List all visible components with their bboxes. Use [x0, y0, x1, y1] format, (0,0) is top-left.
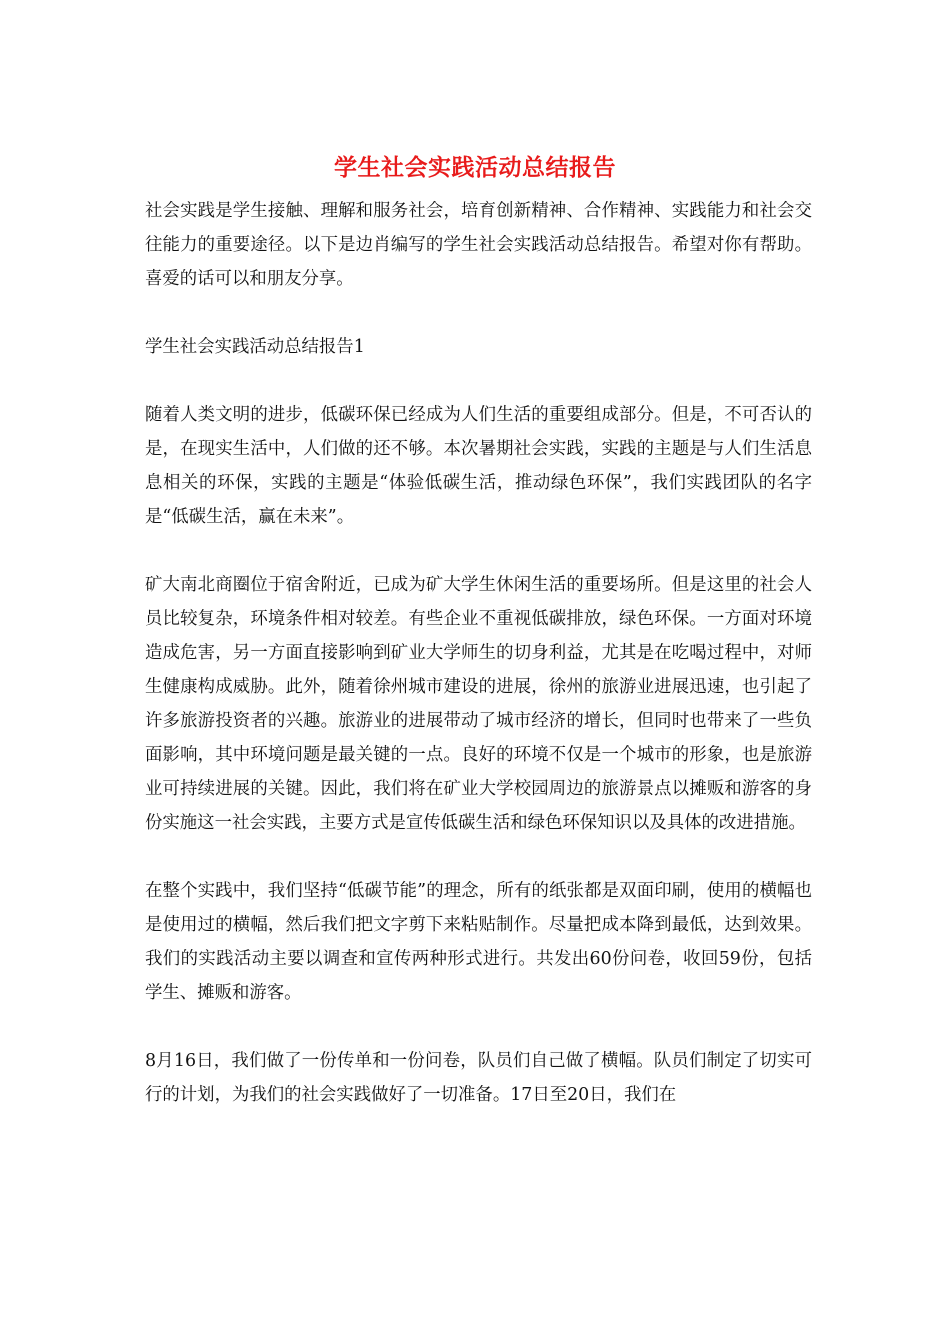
body-paragraph: 在整个实践中，我们坚持“低碳节能”的理念，所有的纸张都是双面印刷，使用的横幅也是使用过的横幅，然后我们把文字剪下来粘贴制作。尽量把成本降到最低，达到效果。我们的实践活动主要以调查和宣传两种形式进行。共发出60份问卷，收回59份，包括学生、摊贩和游客。	[145, 881, 812, 1003]
intro-paragraph: 社会实践是学生接触、理解和服务社会，培育创新精神、合作精神、实践能力和社会交往能力的重要途径。以下是边肖编写的学生社会实践活动总结报告。希望对你有帮助。喜爱的话可以和朋友分享。	[145, 201, 812, 289]
body-paragraph: 8月16日，我们做了一份传单和一份问卷，队员们自己做了横幅。队员们制定了切实可行的计划，为我们的社会实践做好了一切准备。17日至20日，我们在	[145, 1051, 812, 1105]
body-paragraph: 矿大南北商圈位于宿舍附近，已成为矿大学生休闲生活的重要场所。但是这里的社会人员比较复杂，环境条件相对较差。有些企业不重视低碳排放，绿色环保。一方面对环境造成危害，另一方面直接影响到矿业大学师生的切身利益，尤其是在吃喝过程中，对师生健康构成威胁。此外，随着徐州城市建设的进展，徐州的旅游业进展迅速，也引起了许多旅游投资者的兴趣。旅游业的进展带动了城市经济的增长，但同时也带来了一些负面影响，其中环境问题是最关键的一点。良好的环境不仅是一个城市的形象，也是旅游业可持续进展的关键。因此，我们将在矿业大学校园周边的旅游景点以摊贩和游客的身份实施这一社会实践，主要方式是宣传低碳生活和绿色环保知识以及具体的改进措施。	[145, 575, 812, 833]
document-body	[145, 194, 812, 1146]
body-paragraph: 随着人类文明的进步，低碳环保已经成为人们生活的重要组成部分。但是，不可否认的是，在现实生活中，人们做的还不够。本次暑期社会实践，实践的主题是与人们生活息息相关的环保，实践的主题是“体验低碳生活，推动绿色环保”，我们实践团队的名字是“低碳生活，赢在未来”。	[145, 405, 812, 527]
section-heading: 学生社会实践活动总结报告1	[145, 337, 365, 357]
document-title: 学生社会实践活动总结报告	[334, 155, 616, 181]
